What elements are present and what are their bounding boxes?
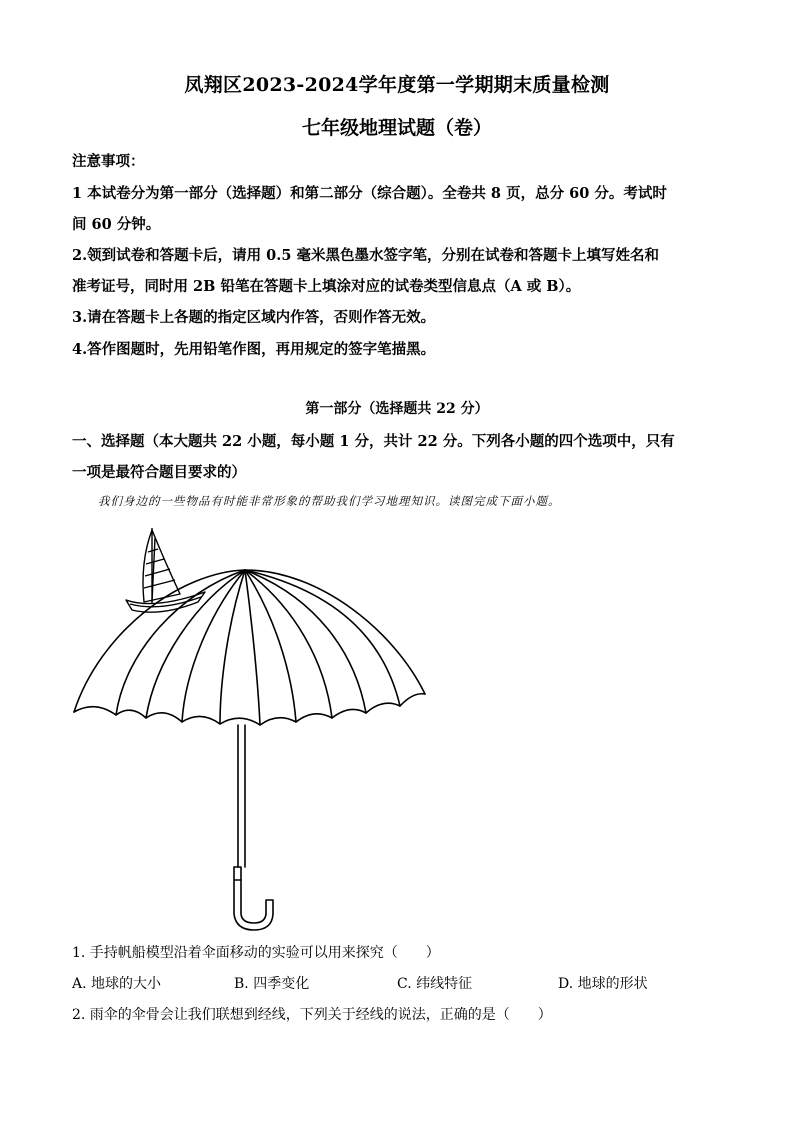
notes-heading: 注意事项： bbox=[72, 153, 145, 170]
option-d[interactable]: D. 地球的形状 bbox=[558, 976, 648, 992]
notes-line: 2.领到试卷和答题卡后，请用 0.5 毫米黑色墨水签字笔，分别在试卷和答题卡上填写姓名和 bbox=[72, 247, 659, 264]
part1-instruction: 一项是最符合题目要求的） bbox=[72, 464, 246, 481]
question-1: 1. 手持帆船模型沿着伞面移动的实验可以用来探究（ ） bbox=[72, 945, 440, 961]
part1-heading: 第一部分（选择题共 22 分） bbox=[305, 401, 489, 417]
umbrella-icon bbox=[74, 570, 425, 930]
notes-line: 3.请在答题卡上各题的指定区域内作答，否则作答无效。 bbox=[72, 309, 436, 326]
notes-line: 间 60 分钟。 bbox=[72, 216, 161, 233]
figure-intro: 我们身边的一些物品有时能非常形象的帮助我们学习地理知识。读图完成下面小题。 bbox=[98, 494, 561, 508]
notes-line: 准考证号，同时用 2B 铅笔在答题卡上填涂对应的试卷类型信息点（A 或 B）。 bbox=[72, 278, 581, 295]
exam-title: 凤翔区2023-2024学年度第一学期期末质量检测 bbox=[184, 74, 610, 96]
option-c[interactable]: C. 纬线特征 bbox=[397, 976, 473, 992]
sailboat-icon bbox=[126, 528, 205, 612]
option-a[interactable]: A. 地球的大小 bbox=[72, 976, 162, 992]
question-2: 2. 雨伞的伞骨会让我们联想到经线，下列关于经线的说法，正确的是（ ） bbox=[72, 1007, 552, 1023]
notes-line: 1 本试卷分为第一部分（选择题）和第二部分（综合题）。全卷共 8 页，总分 60 分。考试时 bbox=[72, 185, 667, 202]
notes-line: 4.答作图题时，先用铅笔作图，再用规定的签字笔描黑。 bbox=[72, 341, 436, 358]
umbrella-figure bbox=[60, 522, 440, 932]
option-b[interactable]: B. 四季变化 bbox=[234, 976, 310, 992]
exam-subtitle: 七年级地理试题（卷） bbox=[301, 117, 492, 139]
part1-instruction: 一、选择题（本大题共 22 小题，每小题 1 分，共计 22 分。下列各小题的四个选项中，只有 bbox=[72, 433, 675, 450]
